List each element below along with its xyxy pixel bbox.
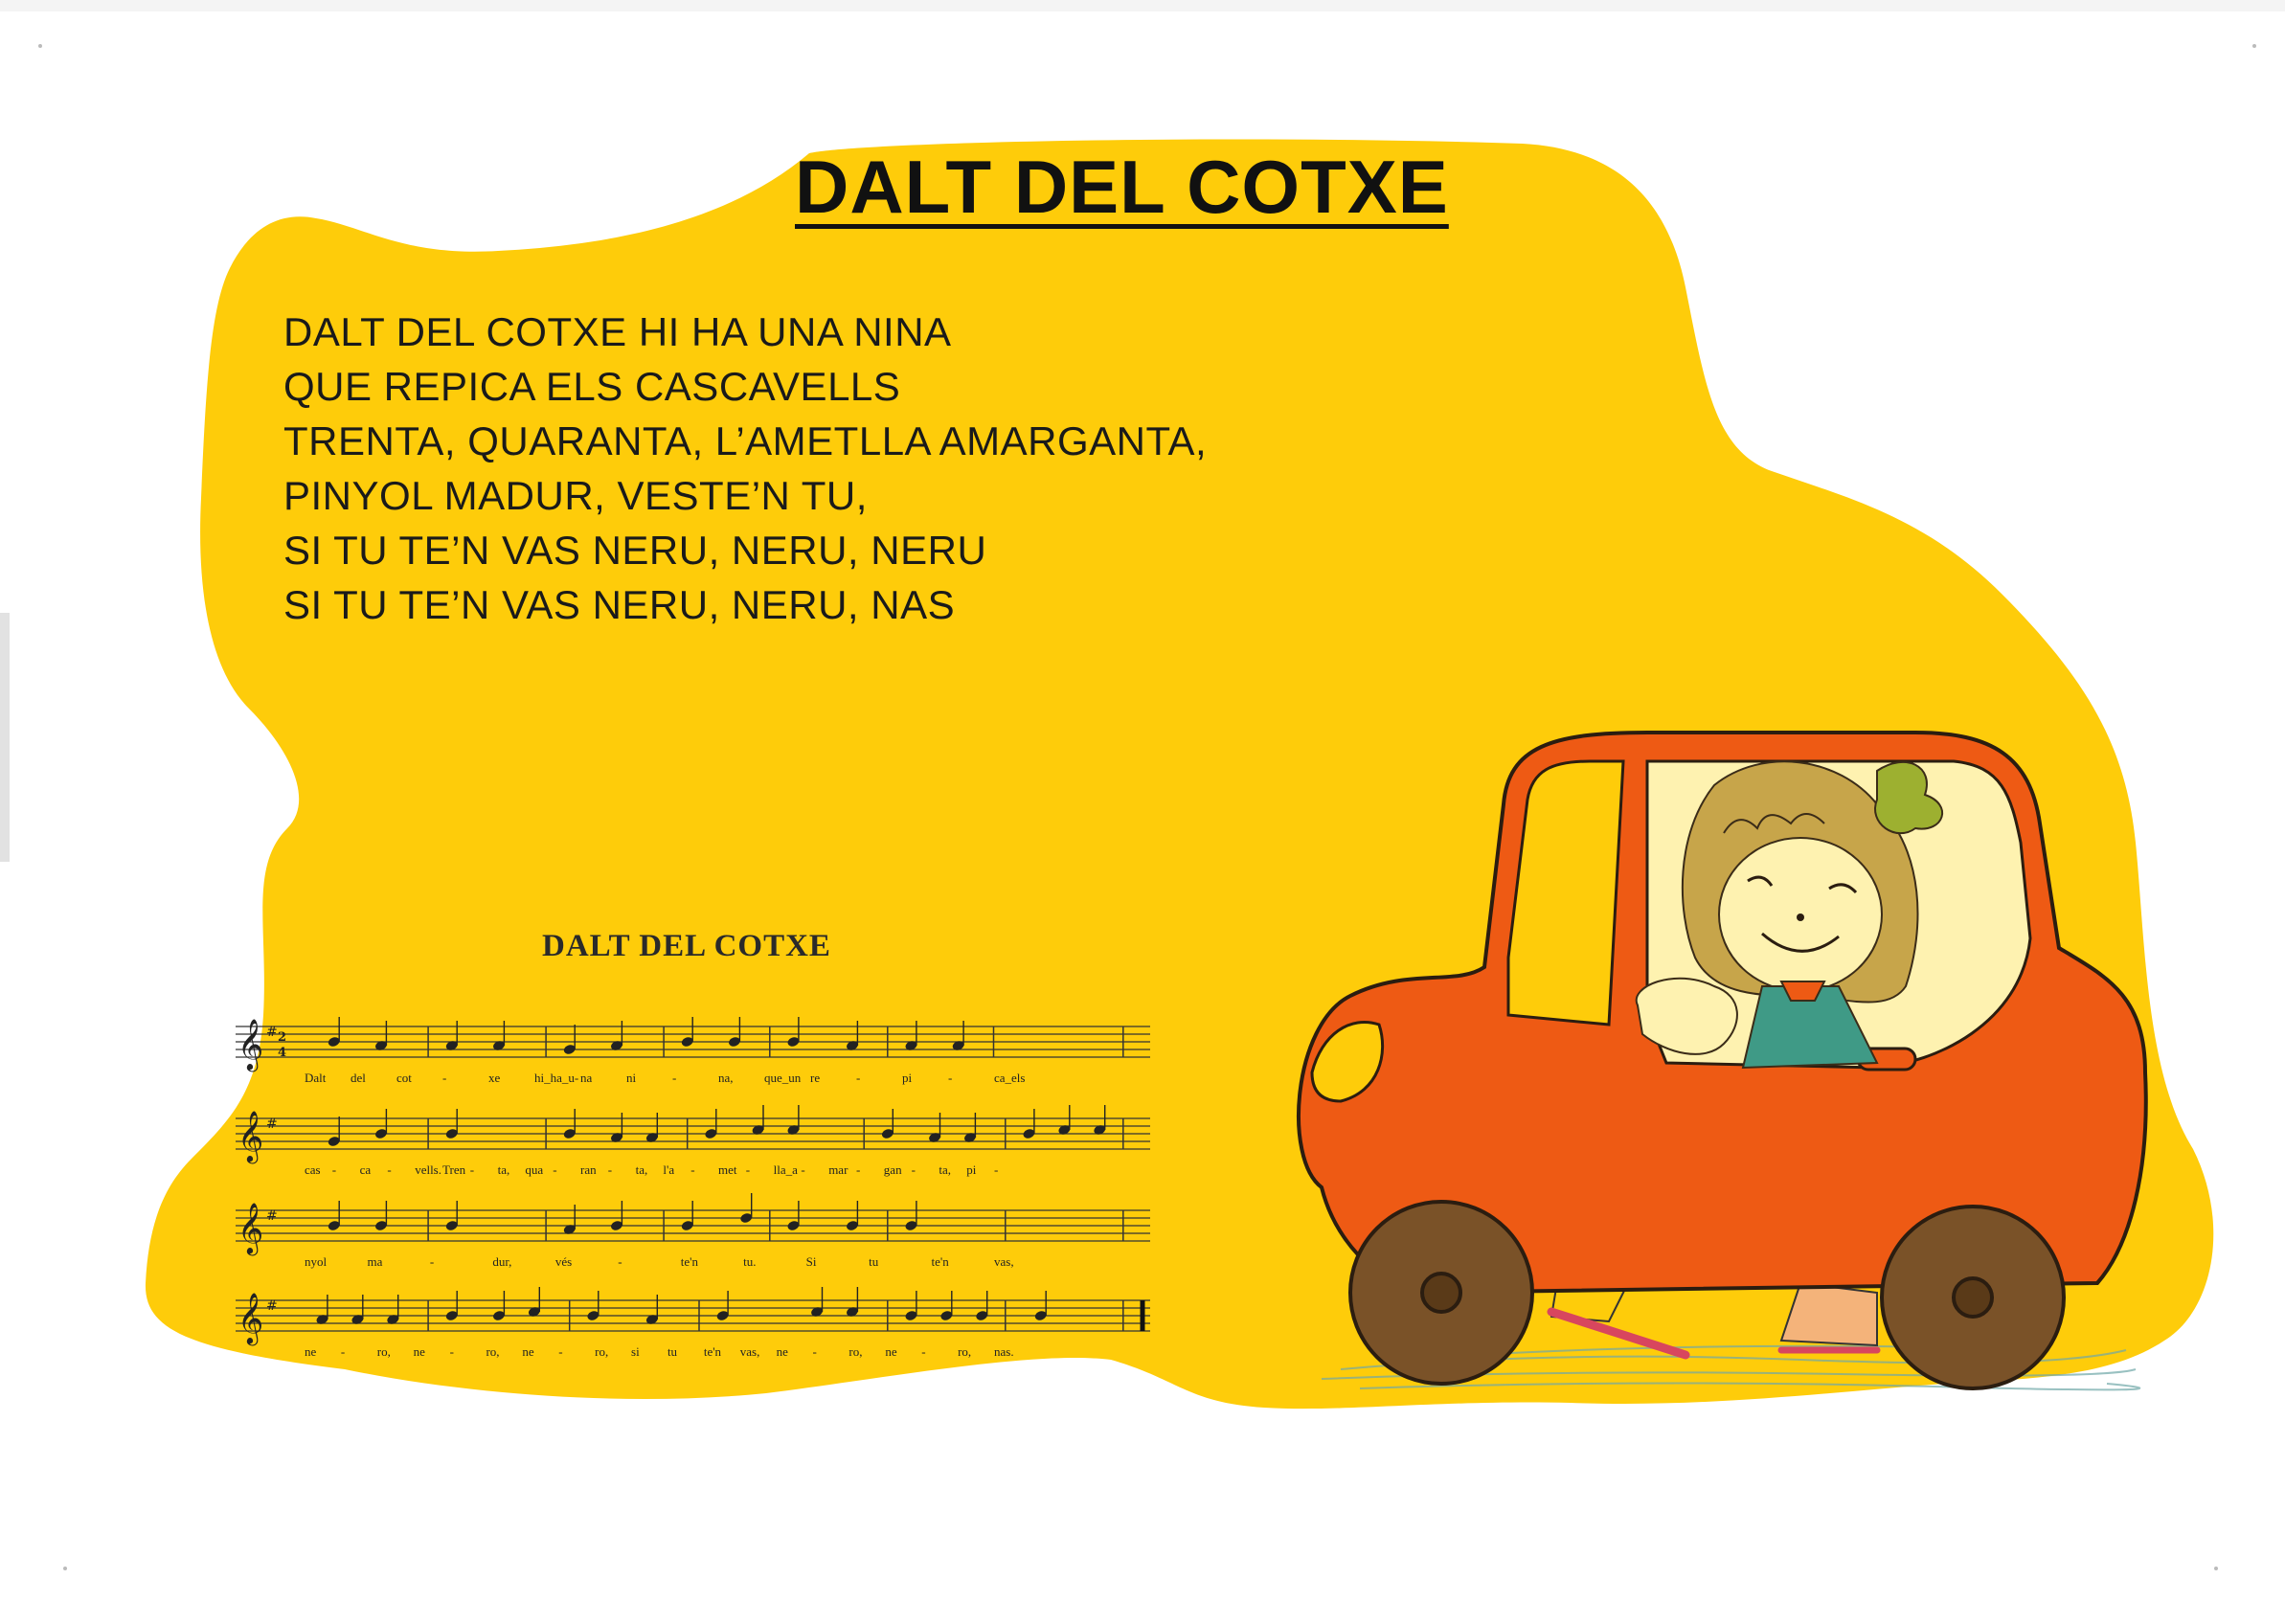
- score-syllable: ma: [367, 1254, 383, 1269]
- treble-clef: 𝄞: [238, 1110, 264, 1162]
- score-syllable: ne: [885, 1344, 897, 1359]
- note: [374, 1109, 388, 1139]
- note: [786, 1017, 800, 1048]
- staff-system: [236, 1287, 1150, 1345]
- note: [328, 1201, 341, 1231]
- note: [846, 1201, 859, 1231]
- note: [939, 1291, 953, 1321]
- front-wheel: [1882, 1207, 2064, 1388]
- note: [492, 1021, 506, 1051]
- score-syllable: ca_els: [994, 1071, 1026, 1085]
- svg-text:#: #: [266, 1025, 278, 1040]
- staff-system: [236, 1193, 1150, 1255]
- score-syllable: ro,: [595, 1344, 609, 1359]
- score-syllable: -: [921, 1344, 926, 1359]
- note: [904, 1201, 917, 1231]
- score-syllable: tu: [667, 1344, 678, 1359]
- score-syllable: lla_a: [773, 1162, 798, 1177]
- score-syllable: -: [340, 1344, 346, 1359]
- lyrics-block: [283, 304, 1207, 632]
- score-syllable: ro,: [958, 1344, 972, 1359]
- svg-text:#: #: [266, 1116, 278, 1132]
- score-syllable: vas,: [994, 1254, 1014, 1269]
- score-syllable: ta,: [939, 1162, 952, 1177]
- score-syllable: -: [745, 1162, 751, 1177]
- note: [751, 1105, 764, 1136]
- note: [963, 1113, 977, 1143]
- score-syllable: ne: [776, 1344, 788, 1359]
- score-syllable: que_un: [764, 1071, 802, 1085]
- note: [563, 1025, 577, 1055]
- score-syllable: -: [553, 1162, 557, 1177]
- score-syllable: cas: [305, 1162, 321, 1177]
- note: [645, 1113, 659, 1143]
- note: [1093, 1105, 1106, 1136]
- score-syllable: ran: [580, 1162, 597, 1177]
- score-syllable: pi: [902, 1071, 913, 1085]
- score-syllable: si: [631, 1344, 640, 1359]
- score-syllable: Dalt: [305, 1071, 327, 1085]
- score-syllable: -: [672, 1071, 677, 1085]
- note: [1034, 1291, 1048, 1321]
- score-syllable: -: [558, 1344, 563, 1359]
- treble-clef: 𝄞: [238, 1292, 264, 1343]
- score-syllable: -: [911, 1162, 916, 1177]
- score-syllable: tu: [869, 1254, 879, 1269]
- score-syllable: -: [812, 1344, 817, 1359]
- score-syllable: -: [856, 1162, 861, 1177]
- sheet-music: [228, 1005, 1176, 1369]
- girl-driving-car-drawing: [1264, 709, 2183, 1398]
- note: [975, 1291, 988, 1321]
- note: [1022, 1109, 1035, 1139]
- score-syllable: met: [718, 1162, 737, 1177]
- note: [645, 1295, 659, 1325]
- note: [610, 1021, 623, 1051]
- score-syllable: tu.: [743, 1254, 757, 1269]
- score-syllable: na: [580, 1071, 593, 1085]
- score-syllable: -: [690, 1162, 695, 1177]
- score-syllable: -: [442, 1071, 447, 1085]
- note: [846, 1021, 859, 1051]
- svg-text:4: 4: [278, 1046, 287, 1060]
- note: [610, 1113, 623, 1143]
- staff-system: [236, 1105, 1150, 1163]
- score-syllable: -: [449, 1344, 454, 1359]
- svg-text:#: #: [266, 1298, 278, 1314]
- score-syllable: vas,: [739, 1344, 760, 1359]
- score-syllable: -: [387, 1162, 392, 1177]
- score-syllable: ca: [359, 1162, 372, 1177]
- note: [445, 1291, 459, 1321]
- note: [586, 1291, 600, 1321]
- score-syllable: -: [618, 1254, 622, 1269]
- lyric-line: DALT DEL COTXE HI HA UNA NINA: [283, 309, 952, 354]
- score-syllable: na,: [718, 1071, 734, 1085]
- score-syllable: l'a: [663, 1162, 675, 1177]
- score-syllable: -: [607, 1162, 613, 1177]
- score-syllable: ta,: [497, 1162, 510, 1177]
- note: [1057, 1105, 1071, 1136]
- treble-clef: 𝄞: [238, 1018, 264, 1070]
- svg-text:#: #: [266, 1208, 278, 1224]
- score-title: DALT DEL COTXE: [542, 929, 831, 963]
- score-syllable: xe: [488, 1071, 501, 1085]
- score-syllable: te'n: [703, 1344, 722, 1359]
- score-syllable: ro,: [376, 1344, 391, 1359]
- staff-system: [236, 1017, 1150, 1071]
- lyric-line: PINYOL MADUR, VESTE’N TU,: [283, 473, 868, 518]
- note: [904, 1021, 917, 1051]
- score-syllable: ne: [413, 1344, 425, 1359]
- lyric-line: SI TU TE’N VAS NERU, NERU, NAS: [283, 582, 956, 627]
- note: [351, 1295, 364, 1325]
- note: [528, 1287, 541, 1318]
- score-syllable: mar: [828, 1162, 848, 1177]
- note: [904, 1291, 917, 1321]
- note: [374, 1021, 388, 1051]
- note: [681, 1017, 694, 1048]
- note: [951, 1021, 964, 1051]
- score-syllable: hi_ha_u-: [534, 1071, 579, 1085]
- note: [445, 1109, 459, 1139]
- note: [386, 1295, 399, 1325]
- score-syllable: Si: [805, 1254, 817, 1269]
- note: [374, 1201, 388, 1231]
- score-syllable: te'n: [680, 1254, 698, 1269]
- score-syllable: vells.: [415, 1162, 441, 1177]
- note: [445, 1021, 459, 1051]
- note: [328, 1017, 341, 1048]
- note: [610, 1201, 623, 1231]
- score-syllable: del: [351, 1071, 366, 1085]
- svg-text:2: 2: [278, 1030, 287, 1045]
- score-syllable: -: [801, 1162, 805, 1177]
- note: [704, 1109, 717, 1139]
- score-syllable: -: [469, 1162, 475, 1177]
- score-syllable: pi: [966, 1162, 977, 1177]
- score-syllable: -: [994, 1162, 999, 1177]
- note: [715, 1291, 729, 1321]
- note: [681, 1201, 694, 1231]
- note: [739, 1193, 753, 1224]
- score-syllable: te'n: [931, 1254, 949, 1269]
- note: [881, 1109, 894, 1139]
- note: [810, 1287, 824, 1318]
- note: [328, 1116, 341, 1147]
- note: [445, 1201, 459, 1231]
- note: [492, 1291, 506, 1321]
- score-syllable: -: [331, 1162, 337, 1177]
- staff-notation: [228, 1005, 1176, 1369]
- score-syllable: nyol: [305, 1254, 328, 1269]
- note: [563, 1205, 577, 1235]
- score-syllable: gan: [883, 1162, 902, 1177]
- note: [928, 1113, 941, 1143]
- score-syllable: ta,: [635, 1162, 648, 1177]
- score-syllable: dur,: [492, 1254, 512, 1269]
- note: [846, 1287, 859, 1318]
- score-syllable: cot: [396, 1071, 412, 1085]
- score-syllable: ne: [305, 1344, 317, 1359]
- score-syllable: qua: [525, 1162, 544, 1177]
- score-syllable: -: [856, 1071, 861, 1085]
- score-syllable: ro,: [848, 1344, 863, 1359]
- treble-clef: 𝄞: [238, 1202, 264, 1253]
- page-title: DALT DEL COTXE: [795, 145, 1449, 229]
- score-syllable: ni: [626, 1071, 637, 1085]
- note: [786, 1105, 800, 1136]
- score-syllable: ne: [522, 1344, 534, 1359]
- note: [315, 1295, 328, 1325]
- lyric-line: QUE REPICA ELS CASCAVELLS: [283, 364, 901, 409]
- rear-wheel: [1350, 1202, 1532, 1384]
- lyric-line: TRENTA, QUARANTA, L’AMETLLA AMARGANTA,: [283, 418, 1208, 463]
- score-syllable: -: [948, 1071, 953, 1085]
- note: [728, 1017, 741, 1048]
- score-syllable: ro,: [486, 1344, 500, 1359]
- score-syllable: vés: [554, 1254, 573, 1269]
- score-syllable: re: [810, 1071, 821, 1085]
- score-syllable: Tren: [442, 1162, 466, 1177]
- score-syllable: -: [429, 1254, 435, 1269]
- note: [786, 1201, 800, 1231]
- note: [563, 1109, 577, 1139]
- lyric-line: SI TU TE’N VAS NERU, NERU, NERU: [283, 528, 987, 573]
- score-syllable: nas.: [994, 1344, 1014, 1359]
